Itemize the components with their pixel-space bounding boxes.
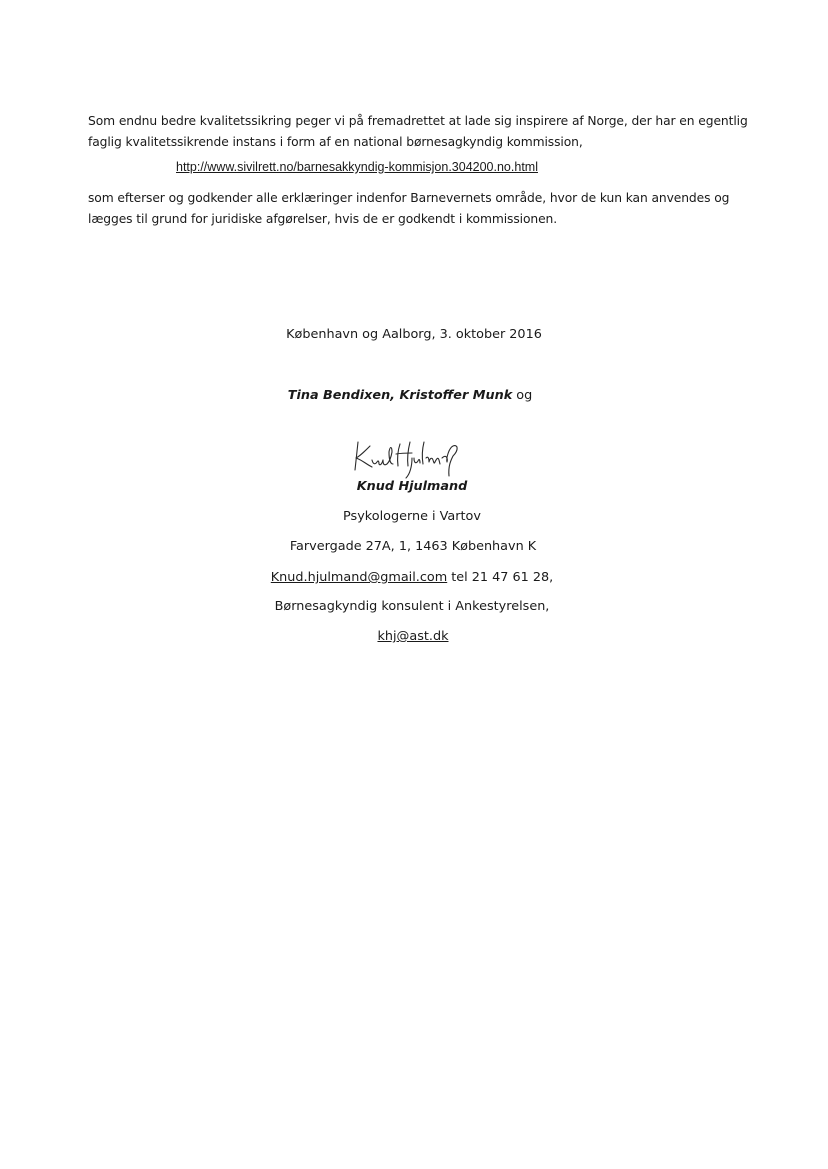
paragraph-line: Som endnu bedre kvalitetssikring peger vi på fremadrettet at lade sig inspirere af Norge, der har en egentlig	[88, 114, 748, 128]
author-conjunction: og	[512, 388, 533, 403]
paragraph-norway	[88, 111, 748, 153]
address: Farvergade 27A, 1, 1463 København K	[289, 539, 537, 554]
paragraph-line: faglig kvalitetssikrende instans i form af en national børnesagkyndig kommission,	[88, 135, 583, 149]
contact-line	[0, 570, 826, 585]
commission-url-link[interactable]: http://www.sivilrett.no/barnesakkyndig-kommisjon.304200.no.html	[176, 160, 538, 174]
paragraph-line: som efterser og godkender alle erklæringer indenfor Barnevernets område, hvor de kun kan anvendes og	[88, 191, 730, 205]
work-email-link[interactable]: khj@ast.dk	[377, 629, 449, 644]
signer-name: Knud Hjulmand	[356, 479, 468, 494]
email-link[interactable]: Knud.hjulmand@gmail.com	[270, 570, 448, 585]
role-title: Børnesagkyndig konsulent i Ankestyrelsen,	[274, 599, 550, 614]
handwritten-signature	[352, 436, 467, 480]
paragraph-approval	[88, 188, 748, 230]
paragraph-line: lægges til grund for juridiske afgørelser, hvis de er godkendt i kommissionen.	[88, 212, 558, 226]
organization: Psykologerne i Vartov	[343, 509, 481, 524]
author-names	[0, 388, 824, 403]
phone-number: tel 21 47 61 28,	[447, 570, 554, 585]
author-list: Tina Bendixen, Kristoffer Munk	[287, 388, 513, 403]
place-date: København og Aalborg, 3. oktober 2016	[286, 327, 542, 342]
